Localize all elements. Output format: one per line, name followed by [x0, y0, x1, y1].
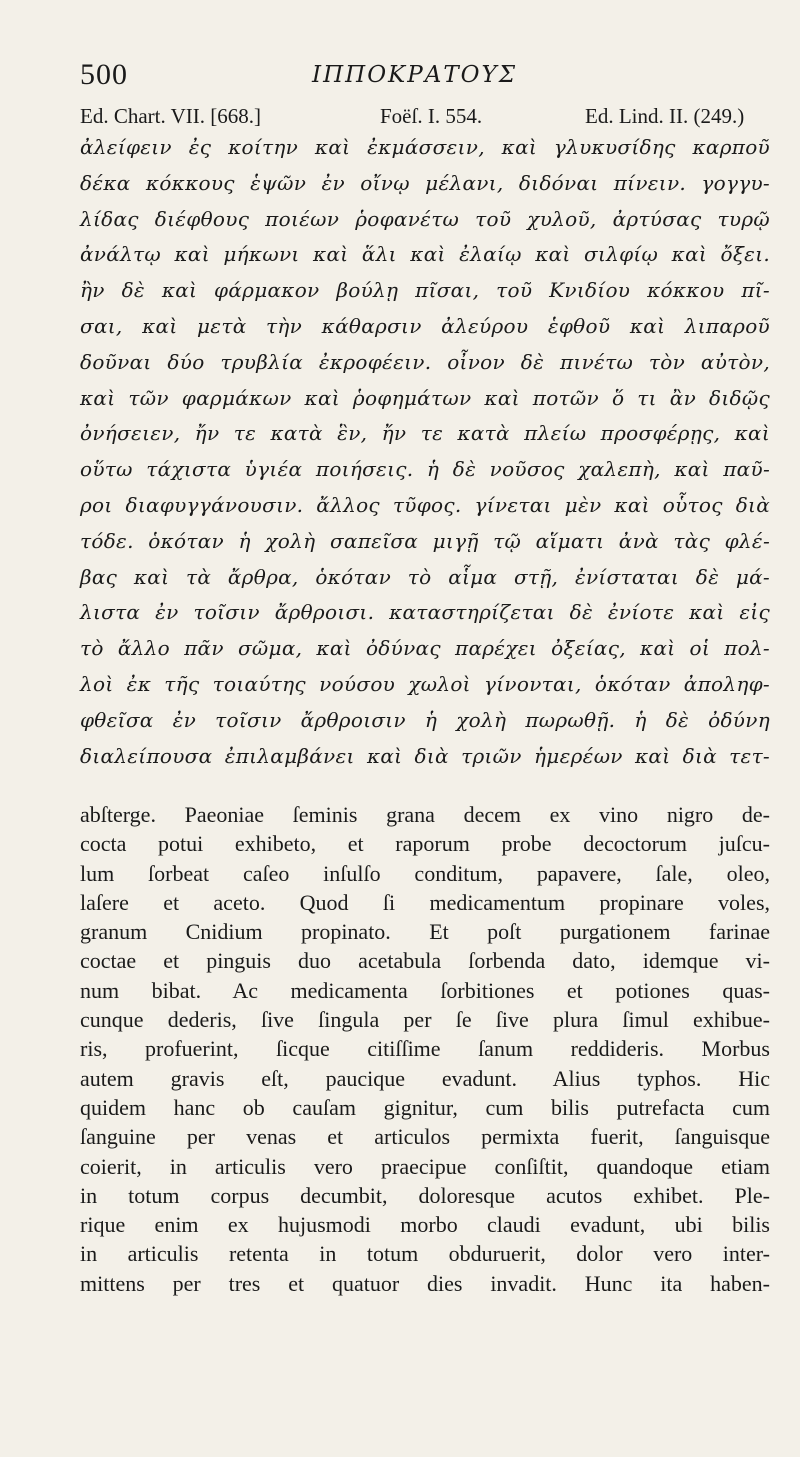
latin-text-line: cunque dederis, ſive ſingula per ſe ſive plura ſimul exhibue- — [80, 1007, 770, 1033]
greek-text-line: δοῦναι δύο τρυβλία ἐκροφέειν. οἶνον δὲ πινέτω τὸν αὐτὸν, — [80, 349, 770, 374]
page-header — [80, 58, 770, 98]
greek-text-line: ἀνάλτῳ καὶ μήκωνι καὶ ἅλι καὶ ἐλαίῳ καὶ σιλφίῳ καὶ ὄξει. — [80, 242, 770, 267]
latin-text-line: rique enim ex hujusmodi morbo claudi evadunt, ubi bilis — [80, 1212, 770, 1238]
greek-text-line: τόδε. ὁκόταν ἡ χολὴ σαπεῖσα μιγῇ τῷ αἵματι ἀνὰ τὰς φλέ- — [80, 528, 770, 553]
greek-text-line: ὀνήσειεν, ἤν τε κατὰ ἓν, ἤν τε κατὰ πλείω προσφέρῃς, καὶ — [80, 421, 770, 446]
greek-text-line: τὸ ἄλλο πᾶν σῶμα, καὶ ὀδύνας παρέχει ὀξείας, καὶ οἱ πολ- — [80, 636, 770, 661]
greek-text-line: καὶ τῶν φαρμάκων καὶ ῥοφημάτων καὶ ποτῶν ὅ τι ἂν διδῷς — [80, 385, 770, 410]
greek-text-line: λοὶ ἐκ τῆς τοιαύτης νούσου χωλοὶ γίνονται, ὁκόταν ἀποληφ- — [80, 671, 770, 696]
latin-text-line: in totum corpus decumbit, doloresque acutos exhibet. Ple- — [80, 1182, 770, 1208]
latin-text-line: quidem hanc ob cauſam gignitur, cum bilis putrefacta cum — [80, 1094, 770, 1120]
edition-chartier-ref: Ed. Chart. VII. [668.] — [80, 104, 261, 128]
latin-text-line: cocta potui exhibeto, et raporum probe decoctorum juſcu- — [80, 831, 770, 857]
page-number: 500 — [80, 58, 128, 91]
edition-linden-ref: Ed. Lind. II. (249.) — [585, 104, 745, 128]
greek-text-line: λιστα ἐν τοῖσιν ἄρθροισι. καταστηρίζεται δὲ ἐνίοτε καὶ εἰς — [80, 600, 770, 625]
edition-foesius-ref: Foëſ. I. 554. — [380, 104, 483, 128]
greek-text-line: φθεῖσα ἐν τοῖσιν ἄρθροισιν ἡ χολὴ πωρωθῇ. ἡ δὲ ὀδύνη — [80, 707, 770, 732]
latin-text-line: ris, profuerint, ſicque citiſſime ſanum reddideris. Morbus — [80, 1036, 770, 1062]
greek-text-line: διαλείπουσα ἐπιλαμβάνει καὶ διὰ τριῶν ἡμερέων καὶ διὰ τετ- — [80, 743, 770, 768]
latin-text-line: coctae et pinguis duo acetabula ſorbenda dato, idemque vi- — [80, 948, 770, 974]
greek-text-line: ἢν δὲ καὶ φάρμακον βούλῃ πῖσαι, τοῦ Κνιδίου κόκκου πῖ- — [80, 278, 770, 303]
greek-text-line: δέκα κόκκους ἑψῶν ἐν οἴνῳ μέλανι, διδόναι πίνειν. γογγυ- — [80, 170, 770, 195]
greek-text-line: ἀλείφειν ἐς κοίτην καὶ ἐκμάσσειν, καὶ γλυκυσίδης καρποῦ — [80, 135, 770, 159]
latin-text-line: num bibat. Ac medicamenta ſorbitiones et potiones quas- — [80, 977, 770, 1003]
latin-text-line: ſanguine per venas et articulos permixta fuerit, ſanguisque — [80, 1124, 770, 1150]
greek-text-line: λίδας διέφθους ποιέων ῥοφανέτω τοῦ χυλοῦ, ἀρτύσας τυρῷ — [80, 206, 770, 231]
latin-text-line: granum Cnidium propinato. Et poſt purgationem farinae — [80, 919, 770, 945]
latin-text-line: in articulis retenta in totum obduruerit, dolor vero inter- — [80, 1241, 770, 1267]
latin-text-line: lum ſorbeat caſeo inſulſo conditum, papavere, ſale, oleo, — [80, 860, 770, 886]
latin-text-line: mittens per tres et quatuor dies invadit. Hunc ita haben- — [80, 1270, 770, 1296]
greek-text-line: βας καὶ τὰ ἄρθρα, ὁκόταν τὸ αἷμα στῇ, ἐνίσταται δὲ μά- — [80, 564, 770, 589]
running-title: ΙΠΠΟΚΡΑΤΟΥΣ — [312, 62, 517, 88]
greek-text-block — [80, 130, 770, 774]
latin-text-line: coierit, in articulis vero praecipue conſiſtit, quandoque etiam — [80, 1153, 770, 1179]
latin-text-line: autem gravis eſt, paucique evadunt. Alius typhos. Hic — [80, 1065, 770, 1091]
greek-text-line: σαι, καὶ μετὰ τὴν κάθαρσιν ἀλεύρου ἑφθοῦ καὶ λιπαροῦ — [80, 313, 770, 338]
greek-text-line: οὕτω τάχιστα ὑγιέα ποιήσεις. ἡ δὲ νοῦσος χαλεπὴ, καὶ παῦ- — [80, 457, 770, 482]
latin-text-line: laſere et aceto. Quod ſi medicamentum propinare voles, — [80, 889, 770, 915]
latin-translation-block — [80, 800, 770, 1298]
greek-text-line: ροι διαφυγγάνουσιν. ἄλλος τῦφος. γίνεται μὲν καὶ οὗτος διὰ — [80, 492, 770, 517]
latin-text-line: abſterge. Paeoniae ſeminis grana decem ex vino nigro de- — [80, 802, 770, 827]
